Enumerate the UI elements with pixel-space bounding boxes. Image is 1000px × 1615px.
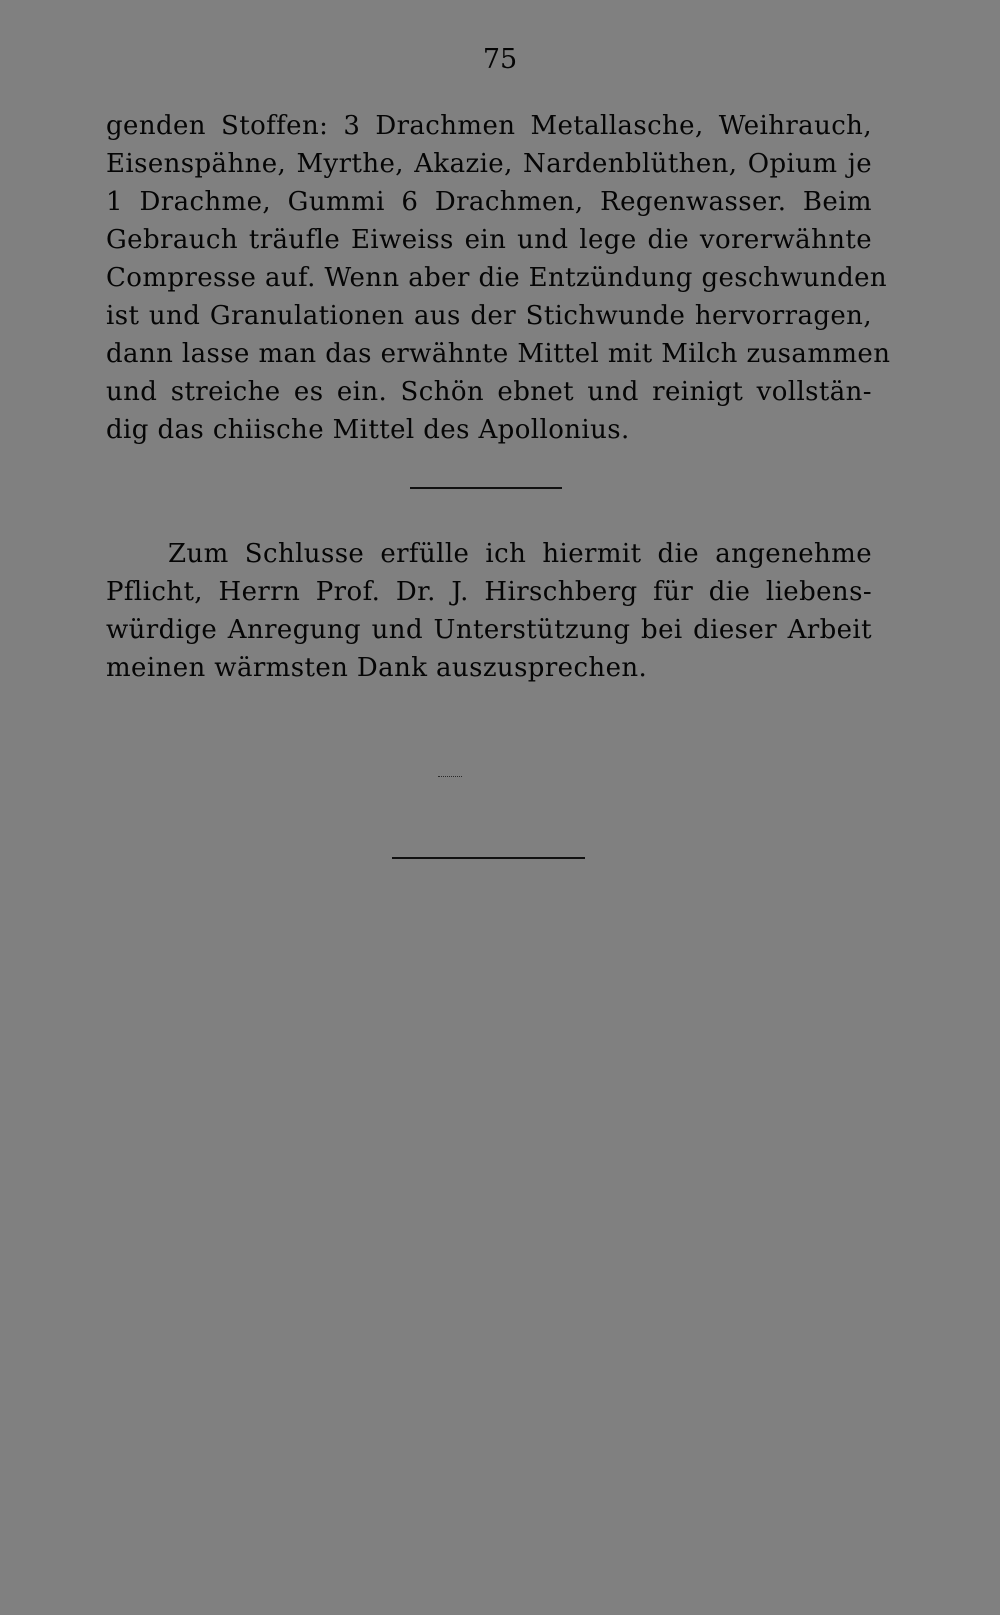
text-line: Eisenspähne, Myrthe, Akazie, Nardenblüthen, Opium je: [106, 149, 872, 179]
text-line: Gebrauch träufle Eiweiss ein und lege die vorerwähnte: [106, 225, 872, 255]
text-line: dig das chiische Mittel des Apollonius.: [106, 415, 630, 445]
text-line: ist und Granulationen aus der Stichwunde hervorragen,: [106, 301, 872, 331]
text-line: genden Stoffen: 3 Drachmen Metallasche, Weihrauch,: [106, 111, 872, 141]
text-line: 1 Drachme, Gummi 6 Drachmen, Regenwasser. Beim: [106, 187, 872, 217]
text-line: würdige Anregung und Unterstützung bei dieser Arbeit: [106, 615, 872, 645]
acknowledgement-paragraph: [106, 535, 872, 687]
paragraph: [106, 107, 891, 449]
end-divider: [392, 857, 585, 859]
text-line: und streiche es ein. Schön ebnet und reinigt vollstän-: [106, 377, 872, 407]
page-number: 75: [482, 44, 518, 75]
print-speck: [438, 776, 462, 777]
text-line: meinen wärmsten Dank auszusprechen.: [106, 653, 648, 683]
text-line: Pflicht, Herrn Prof. Dr. J. Hirschberg für die liebens-: [106, 577, 872, 607]
text-line: Compresse auf. Wenn aber die Entzündung geschwunden: [106, 263, 888, 293]
text-line: Zum Schlusse erfülle ich hiermit die angenehme: [168, 539, 872, 569]
text-line: dann lasse man das erwähnte Mittel mit Milch zusammen: [106, 339, 891, 369]
section-divider: [410, 487, 562, 489]
